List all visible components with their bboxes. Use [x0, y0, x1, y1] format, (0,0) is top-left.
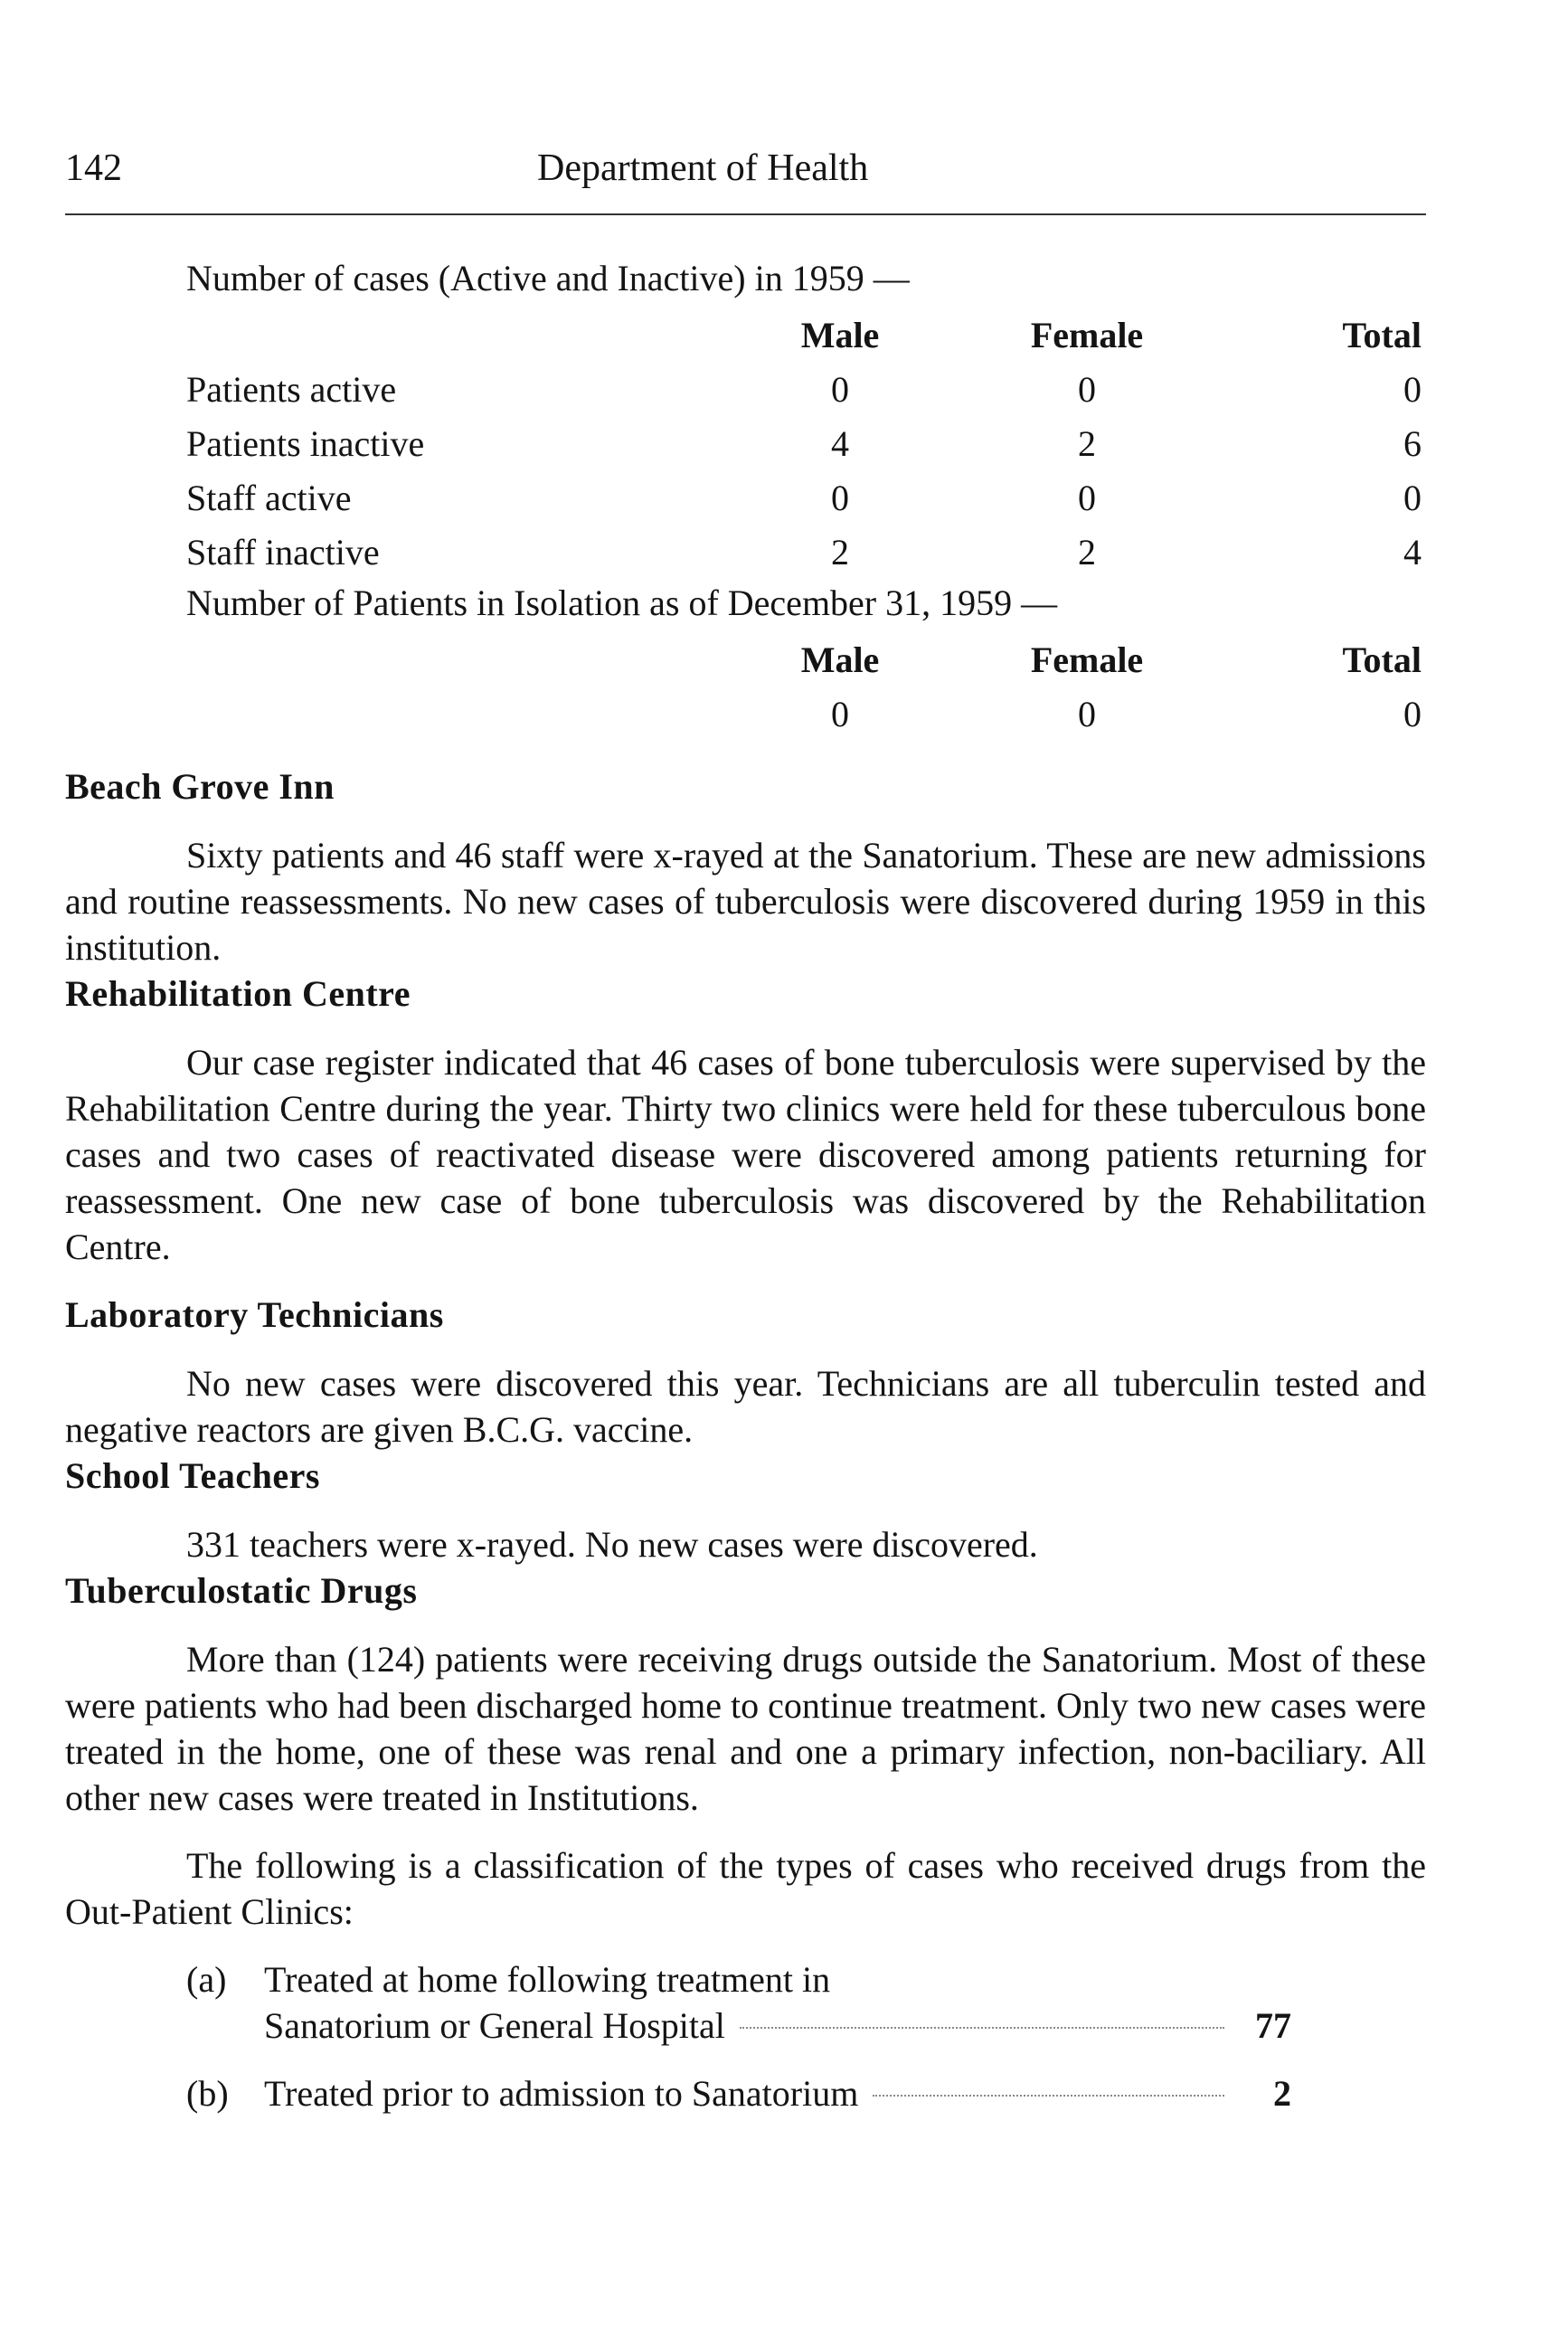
paragraph: No new cases were discovered this year. Technicians are all tuberculin tested and negative reactors are given B.C.G. vaccine. [65, 1363, 1426, 1450]
spacer [65, 1821, 1426, 1842]
total-count: 0 [1403, 478, 1422, 518]
column-header-male: Male [800, 639, 880, 680]
running-head [65, 147, 1422, 197]
total-count: 6 [1403, 423, 1422, 464]
list-item-row [264, 2002, 1291, 2049]
spacer [186, 2049, 1426, 2070]
table-row [186, 417, 1422, 471]
spacer [65, 1935, 1426, 1956]
row-label: Patients inactive [186, 423, 425, 464]
cases-table-heading: Number of cases (Active and Inactive) in 1959 — [186, 258, 910, 298]
list-item-letter: (b) [186, 2073, 229, 2114]
male-count: 0 [831, 369, 849, 410]
list-item [186, 1956, 1291, 2049]
isolation-table-label-header [186, 633, 720, 687]
female-count: 0 [1078, 694, 1096, 734]
paragraph: 331 teachers were x-rayed. No new cases were discovered. [186, 1524, 1038, 1565]
row-label: Staff inactive [186, 532, 380, 573]
male-count: 0 [831, 478, 849, 518]
isolation-table-heading: Number of Patients in Isolation as of December 31, 1959 — [186, 582, 1058, 623]
list-item-row [264, 2070, 1291, 2116]
spacer [65, 810, 1426, 832]
dot-leader [873, 2095, 1224, 2097]
running-title: Department of Health [537, 147, 869, 189]
page-number: 142 [65, 147, 122, 189]
list-item-letter: (a) [186, 1959, 227, 2000]
cases-table-header-row [186, 308, 1422, 363]
page-body [65, 255, 1426, 2116]
male-count: 2 [831, 532, 849, 573]
column-header-female: Female [1030, 315, 1144, 355]
paragraph: Our case register indicated that 46 cases of bone tuberculosis were supervised by the Rehabilitation Centre during the year. Thirty two clinics were held for these tuberculous bone cases and two cases of reactivated disease were discovered among patients returning for reassessment. One new case of bone tuberculosis was discovered by the Rehabilitation Centre. [65, 1042, 1426, 1267]
spacer [65, 742, 1426, 763]
table-row [186, 363, 1422, 417]
female-count: 0 [1078, 369, 1096, 410]
row-label [186, 687, 720, 742]
isolation-table-header-row [186, 633, 1422, 687]
female-count: 2 [1078, 532, 1096, 573]
header-rule [65, 213, 1426, 215]
list-item [186, 2070, 1291, 2116]
section-heading-school-teachers: School Teachers [65, 1455, 320, 1496]
table-row [186, 687, 1422, 742]
total-count: 0 [1403, 694, 1422, 734]
section-heading-laboratory-technicians: Laboratory Technicians [65, 1294, 444, 1335]
total-count: 4 [1403, 532, 1422, 573]
spacer [65, 1614, 1426, 1636]
cases-table-label-header [186, 308, 720, 363]
paragraph: Sixty patients and 46 staff were x-rayed at the Sanatorium. These are new admissions and routine reassessments. No new cases of tuberculosis were discovered during 1959 in this institution. [65, 835, 1426, 968]
cases-table [186, 308, 1422, 580]
section-heading-tuberculostatic-drugs: Tuberculostatic Drugs [65, 1570, 418, 1611]
spacer [65, 1270, 1426, 1292]
list-item-value: 2 [1273, 2073, 1291, 2114]
table-row [186, 471, 1422, 525]
row-label: Staff active [186, 478, 352, 518]
drug-classification-list [186, 1956, 1426, 2116]
spacer [65, 1339, 1426, 1360]
column-header-male: Male [800, 315, 880, 355]
list-item-value: 77 [1255, 2005, 1291, 2046]
spacer [65, 1500, 1426, 1521]
female-count: 2 [1078, 423, 1096, 464]
section-heading-rehabilitation-centre: Rehabilitation Centre [65, 973, 411, 1014]
list-item-text-continued: Sanatorium or General Hospital [264, 2005, 725, 2046]
column-header-female: Female [1030, 639, 1144, 680]
spacer [65, 1018, 1426, 1039]
total-count: 0 [1403, 369, 1422, 410]
male-count: 4 [831, 423, 849, 464]
male-count: 0 [831, 694, 849, 734]
isolation-table [186, 633, 1422, 742]
dot-leader [740, 2027, 1224, 2029]
section-heading-beach-grove-inn: Beach Grove Inn [65, 766, 335, 807]
row-label: Patients active [186, 369, 397, 410]
paragraph: More than (124) patients were receiving drugs outside the Sanatorium. Most of these were patients who had been discharged home to continue treatment. Only two new cases were treated in the home, one of these was renal and one a primary infection, non-baciliary. All other new cases were treated in Institutions. [65, 1639, 1426, 1818]
female-count: 0 [1078, 478, 1096, 518]
list-item-text: Treated prior to admission to Sanatorium [264, 2073, 859, 2114]
column-header-total: Total [1342, 639, 1422, 680]
column-header-total: Total [1342, 315, 1422, 355]
table-row [186, 525, 1422, 580]
paragraph: The following is a classification of the types of cases who received drugs from the Out-Patient Clinics: [65, 1845, 1426, 1932]
list-item-text: Treated at home following treatment in [264, 1959, 831, 2000]
